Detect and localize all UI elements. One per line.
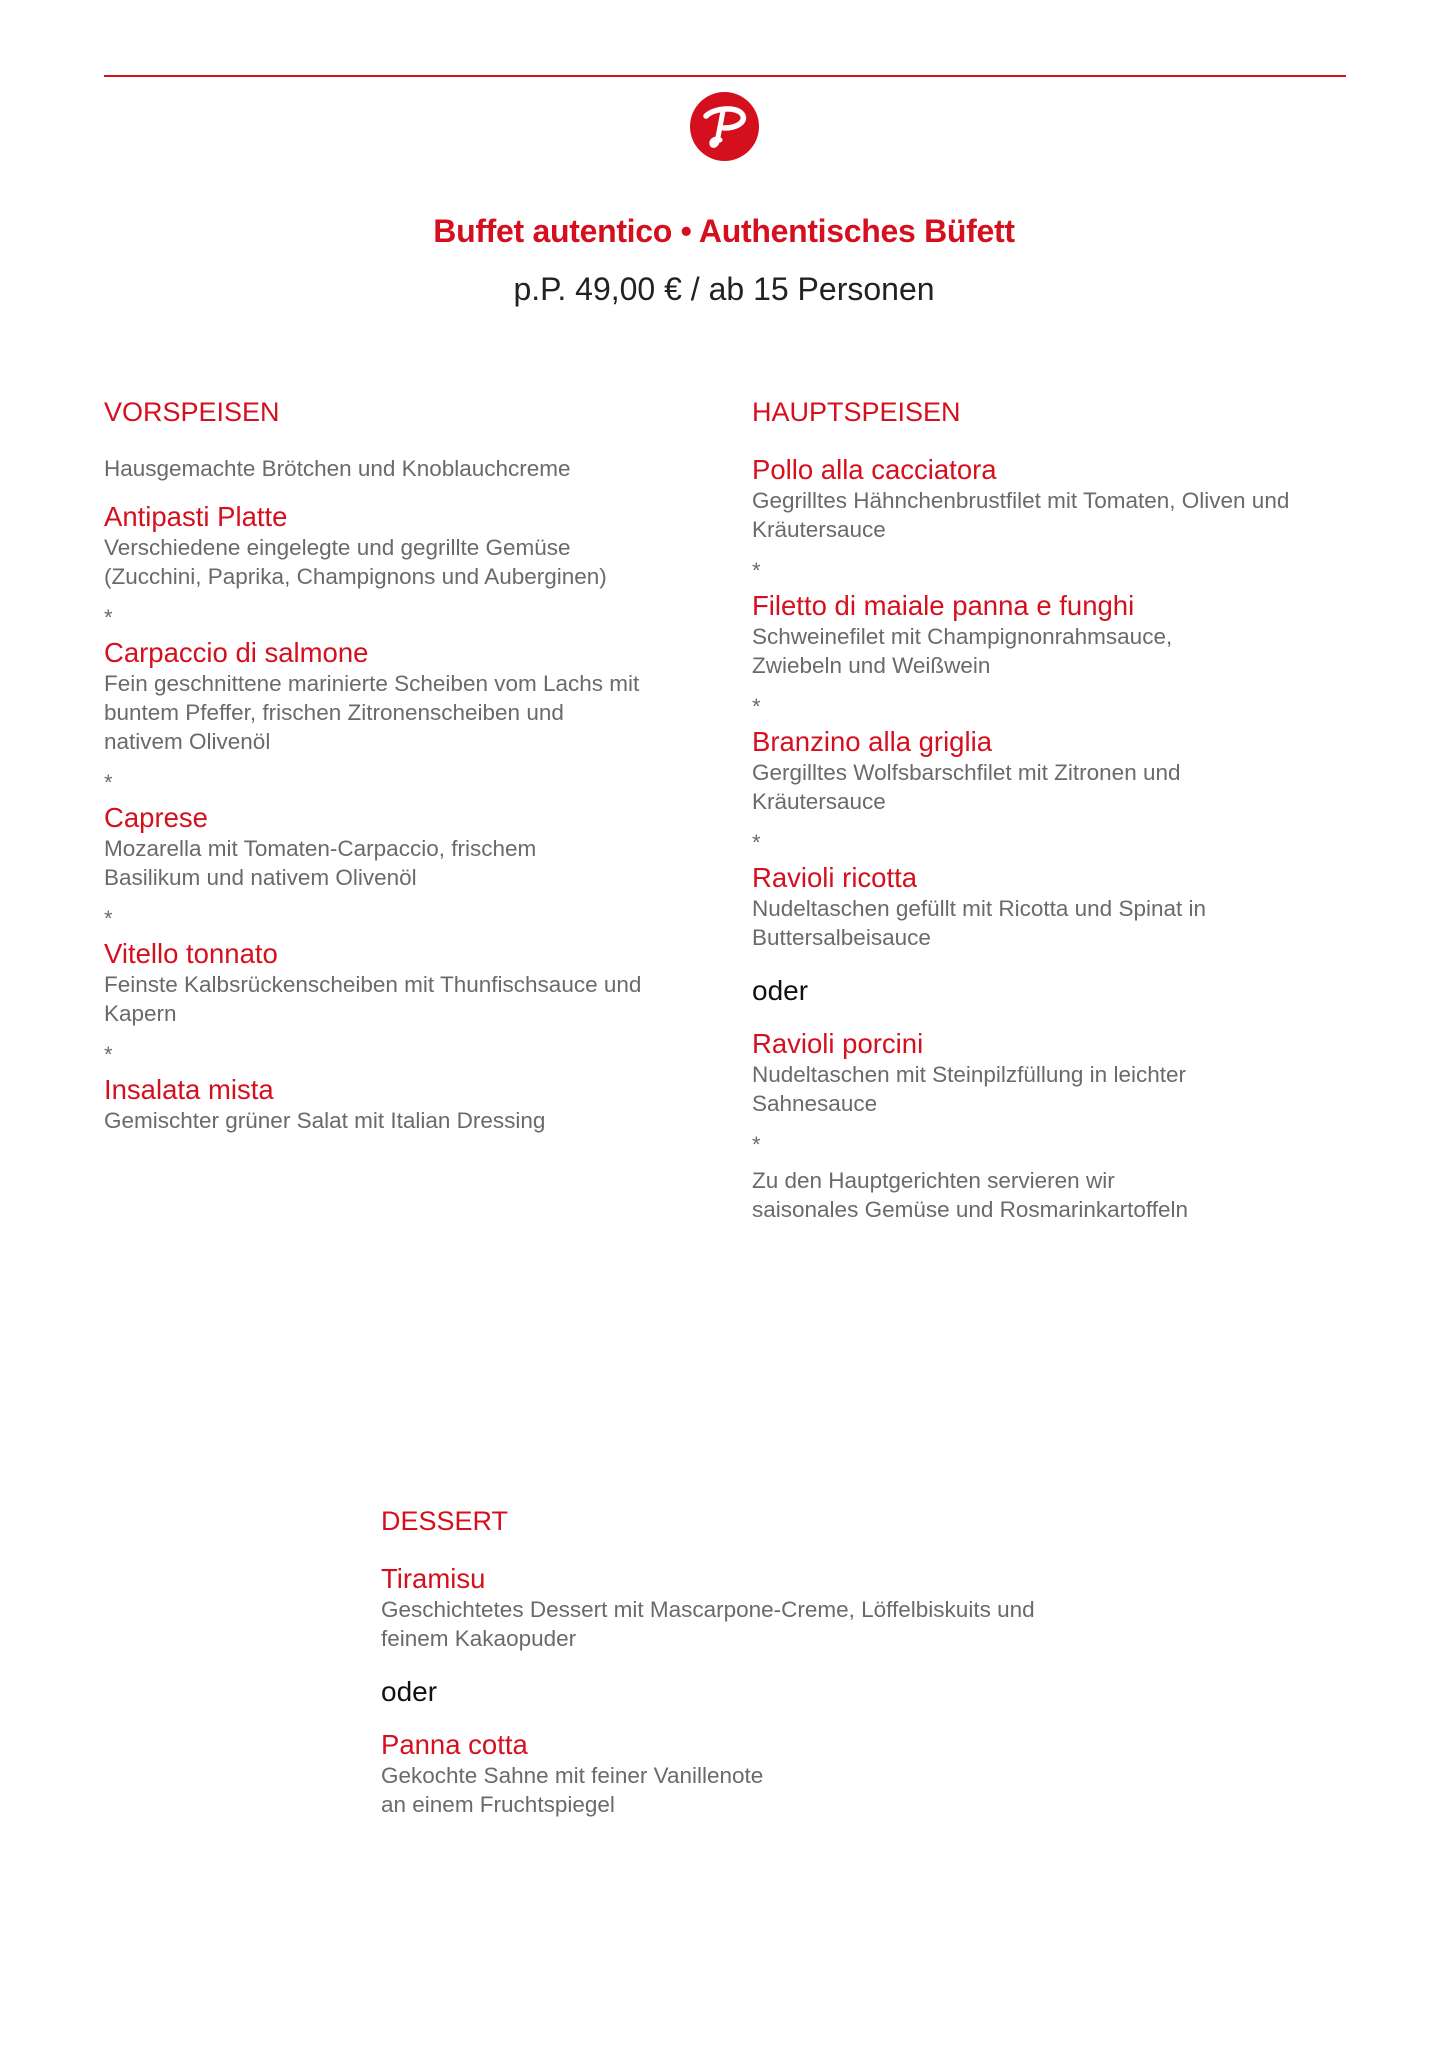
menu-item <box>752 454 1352 544</box>
item-description: Verschiedene eingelegte und gegrillte Gemüse (Zucchini, Paprika, Champignons und Auberginen) <box>104 535 607 589</box>
menu-item <box>104 938 704 1028</box>
item-name: Antipasti Platte <box>104 501 288 532</box>
item-name: Ravioli porcini <box>752 1028 924 1059</box>
side-dish-note: Zu den Hauptgerichten servieren wir saisonales Gemüse und Rosmarinkartoffeln <box>752 1168 1189 1222</box>
separator: * <box>104 1042 113 1067</box>
item-description: Gegrilltes Hähnchenbrustfilet mit Tomaten, Oliven und Kräutersauce <box>752 488 1290 542</box>
or-label: oder <box>381 1676 438 1707</box>
price-subtitle: p.P. 49,00 € / ab 15 Personen <box>513 271 935 307</box>
separator: * <box>104 906 113 931</box>
item-name: Tiramisu <box>381 1563 486 1594</box>
menu-title: Buffet autentico • Authentisches Büfett <box>433 213 1015 249</box>
item-name: Vitello tonnato <box>104 938 278 969</box>
item-description: Gekochte Sahne mit feiner Vanillenote an einem Fruchtspiegel <box>381 1763 764 1817</box>
separator: * <box>752 830 761 855</box>
item-description: Fein geschnittene marinierte Scheiben vom Lachs mit buntem Pfeffer, frischen Zitronenscheiben und nativem Olivenöl <box>104 671 640 754</box>
restaurant-logo-icon <box>690 92 759 161</box>
menu-item <box>381 1729 1101 1819</box>
menu-item <box>104 637 704 756</box>
item-description: Nudeltaschen mit Steinpilzfüllung in leichter Sahnesauce <box>752 1062 1186 1116</box>
item-name: Insalata mista <box>104 1074 274 1105</box>
item-description: Nudeltaschen gefüllt mit Ricotta und Spinat in Buttersalbeisauce <box>752 896 1207 950</box>
menu-item <box>381 1563 1101 1653</box>
section-title: VORSPEISEN <box>104 397 280 427</box>
section-title: HAUPTSPEISEN <box>752 397 961 427</box>
item-description: Schweinefilet mit Champignonrahmsauce, Zwiebeln und Weißwein <box>752 624 1173 678</box>
item-name: Panna cotta <box>381 1729 528 1760</box>
or-label: oder <box>752 975 809 1006</box>
item-description: Mozarella mit Tomaten-Carpaccio, frischem Basilikum und nativem Olivenöl <box>104 836 537 890</box>
separator: * <box>752 694 761 719</box>
separator: * <box>104 605 113 630</box>
menu-item <box>104 501 704 591</box>
separator: * <box>104 770 113 795</box>
menu-item <box>104 1074 704 1135</box>
menu-item <box>752 1028 1352 1118</box>
top-divider <box>104 75 1346 77</box>
item-name: Caprese <box>104 802 208 833</box>
menu-item <box>752 726 1352 816</box>
section-hauptspeisen <box>752 396 1352 1224</box>
menu-item <box>752 862 1352 952</box>
item-name: Pollo alla cacciatora <box>752 454 997 485</box>
section-title: DESSERT <box>381 1506 509 1536</box>
menu-item <box>104 802 704 892</box>
item-name: Branzino alla griglia <box>752 726 992 757</box>
item-name: Carpaccio di salmone <box>104 637 369 668</box>
menu-item <box>752 590 1352 680</box>
item-description: Gergilltes Wolfsbarschfilet mit Zitronen und Kräutersauce <box>752 760 1181 814</box>
section-vorspeisen <box>104 396 704 1135</box>
item-name: Filetto di maiale panna e funghi <box>752 590 1135 621</box>
section-intro: Hausgemachte Brötchen und Knoblauchcreme <box>104 456 571 481</box>
separator: * <box>752 558 761 583</box>
item-name: Ravioli ricotta <box>752 862 918 893</box>
item-description: Feinste Kalbsrückenscheiben mit Thunfischsauce und Kapern <box>104 972 642 1026</box>
item-description: Gemischter grüner Salat mit Italian Dressing <box>104 1108 546 1133</box>
section-dessert <box>381 1505 1101 1819</box>
item-description: Geschichtetes Dessert mit Mascarpone-Creme, Löffelbiskuits und feinem Kakaopuder <box>381 1597 1035 1651</box>
separator: * <box>752 1132 761 1157</box>
